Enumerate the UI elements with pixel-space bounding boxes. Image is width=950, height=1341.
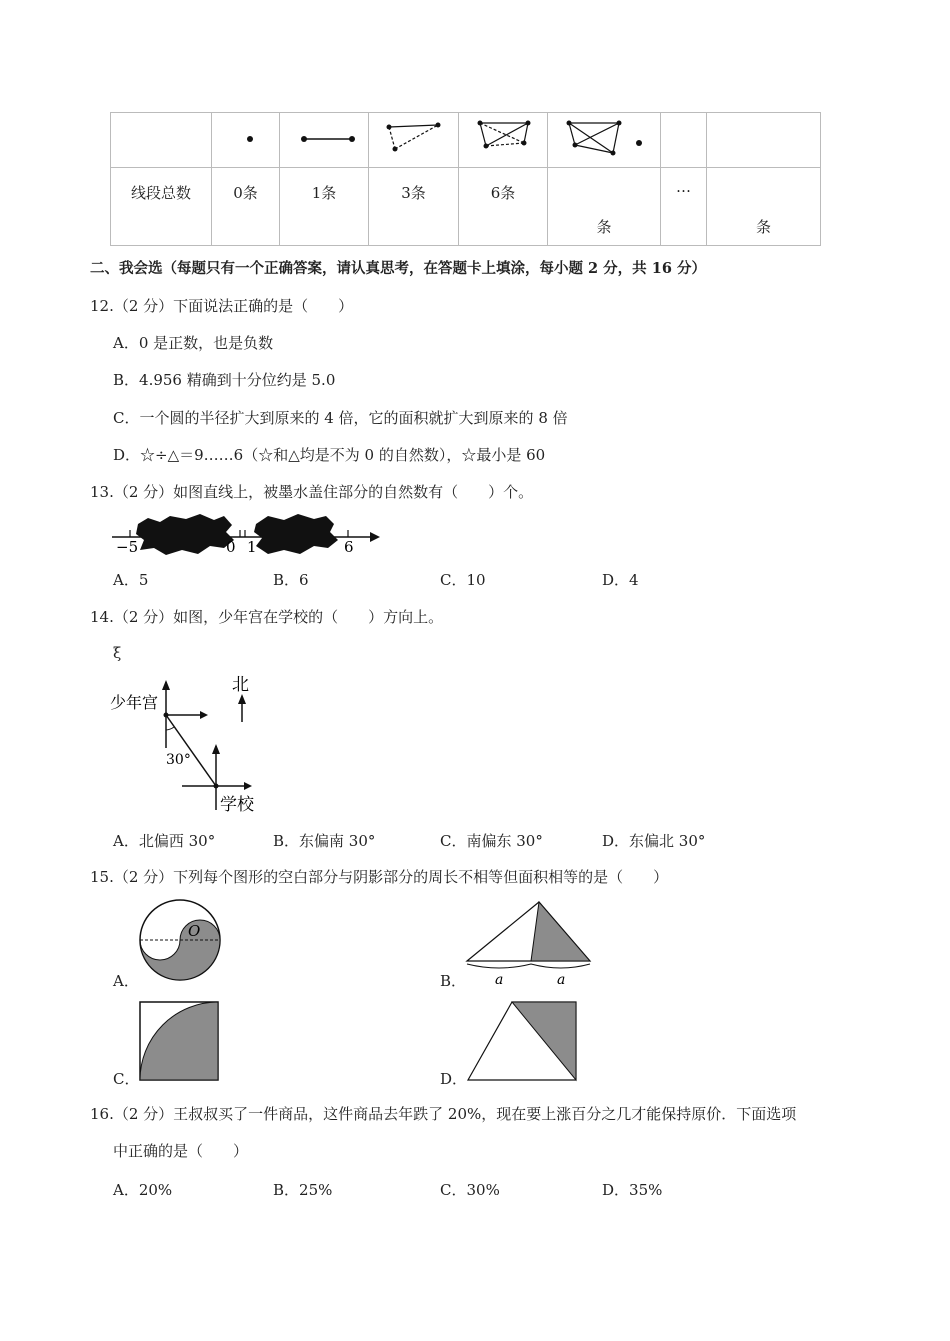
ink-blot-left [136, 514, 234, 555]
q15-option-d-letter: D． [440, 1070, 468, 1088]
direction-figure [108, 668, 278, 818]
q15-option-c-letter: C． [113, 1070, 140, 1088]
count-blank-cell: 条 [548, 168, 661, 246]
q14-stray-mark: ξ [113, 644, 122, 662]
yin-yang-figure [138, 898, 222, 982]
a-left-label: a [495, 972, 504, 988]
q16-stem-line2: 中正确的是（ ） [113, 1142, 249, 1160]
q12-option-a: A．0 是正数，也是负数 [113, 334, 274, 352]
q12-option-c: C．一个圆的半径扩大到原来的 4 倍，它的面积就扩大到原来的 8 倍 [113, 409, 568, 427]
figure-three-points [369, 113, 459, 168]
count-cell: 1条 [280, 168, 369, 246]
q13-option-a: A．5 [113, 571, 149, 589]
school-label: 学校 [220, 795, 254, 815]
a-right-label: a [557, 972, 566, 988]
count-blank-cell: 条 [707, 168, 821, 246]
q13-stem: 13.（2 分）如图直线上，被墨水盖住部分的自然数有（ ）个。 [90, 483, 534, 501]
triangle-figure [465, 900, 595, 990]
q12-option-b: B．4.956 精确到十分位约是 5.0 [113, 371, 336, 389]
table-header-last-blank [707, 113, 821, 168]
figure-four-points [459, 113, 548, 168]
five-points-figure [549, 113, 659, 163]
four-points-figure [460, 113, 546, 163]
table-header-blank [111, 113, 212, 168]
q16-option-d: D．35% [602, 1181, 663, 1199]
count-cell: 6条 [459, 168, 548, 246]
table-header-ellipsis-blank [661, 113, 707, 168]
label-zero: 0 [226, 538, 236, 556]
section-heading: 二、我会选（每题只有一个正确答案，请认真思考，在答题卡上填涂，每小题 2 分，共 16 分） [90, 260, 706, 277]
q12-stem: 12.（2 分）下面说法正确的是（ ） [90, 297, 354, 315]
one-point-figure [216, 118, 276, 158]
row-label: 线段总数 [111, 168, 212, 246]
q14-stem: 14.（2 分）如图，少年宫在学校的（ ）方向上。 [90, 608, 444, 626]
rectangle-triangle-figure [466, 1000, 582, 1084]
q13-option-d: D．4 [602, 571, 639, 589]
figure-five-points [548, 113, 661, 168]
q15-option-a-letter: A． [113, 972, 139, 990]
angle-label: 30° [166, 752, 191, 768]
ellipsis-cell: … [661, 168, 707, 246]
count-cell: 0条 [212, 168, 280, 246]
two-points-figure [284, 118, 364, 158]
label-six: 6 [344, 538, 354, 556]
q12-option-d: D．☆÷△＝9……6（☆和△均是不为 0 的自然数），☆最小是 60 [113, 446, 546, 464]
q16-option-b: B．25% [273, 1181, 333, 1199]
q15-stem: 15.（2 分）下列每个图形的空白部分与阴影部分的周长不相等但面积相等的是（ ） [90, 868, 669, 886]
segment-count-table [110, 112, 821, 246]
q14-option-c: C．南偏东 30° [440, 832, 543, 850]
q13-option-b: B．6 [273, 571, 309, 589]
center-label: O [188, 922, 201, 940]
figure-one-point [212, 113, 280, 168]
q14-option-a: A．北偏西 30° [113, 832, 216, 850]
label-one: 1 [247, 538, 257, 556]
q14-option-b: B．东偏南 30° [273, 832, 376, 850]
figure-two-points [280, 113, 369, 168]
q16-option-c: C．30% [440, 1181, 500, 1199]
q16-stem-line1: 16.（2 分）王叔叔买了一件商品，这件商品去年跌了 20%，现在要上涨百分之几才能保持原价．下面选项 [90, 1105, 797, 1123]
quarter-circle-figure [138, 1000, 222, 1084]
q15-option-b-letter: B． [440, 972, 467, 990]
q16-option-a: A．20% [113, 1181, 173, 1199]
q14-option-d: D．东偏北 30° [602, 832, 706, 850]
ink-blot-right [254, 514, 338, 554]
label-minus-five: −5 [116, 538, 139, 556]
count-cell: 3条 [369, 168, 459, 246]
three-points-figure [371, 113, 457, 163]
number-line-figure [108, 510, 383, 560]
palace-label: 少年宫 [110, 693, 159, 712]
q13-option-c: C．10 [440, 571, 486, 589]
north-label: 北 [232, 675, 249, 695]
